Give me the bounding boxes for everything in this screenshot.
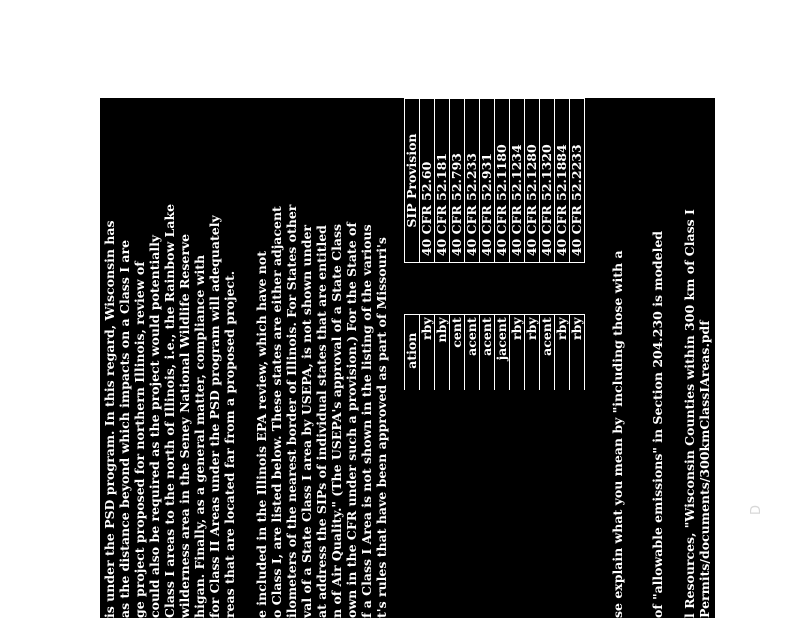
table-row [570, 99, 585, 391]
paragraph-2-line: at address the SIPs of individual states that are entitled [314, 225, 329, 618]
table-cell-location: rby [555, 315, 570, 390]
table-cell-location: acent [480, 315, 495, 390]
paragraph-1-line: for Class II Areas under the PSD program will adequately [207, 215, 222, 618]
table-cell-sip: 40 CFR 52.1280 [525, 99, 540, 263]
footnote-line: l Resources, "Wisconsin Counties within 300 km of Class I [682, 209, 697, 618]
table-cell-sip: 40 CFR 52.181 [435, 99, 450, 263]
table-cell-location: cent [450, 315, 465, 390]
question-line: se explain what you mean by "including those with a [610, 250, 625, 618]
table-cell-sip: 40 CFR 52.931 [480, 99, 495, 263]
sip-provision-table [404, 98, 585, 390]
table-header-row [405, 99, 420, 391]
table-cell-location: acent [540, 315, 555, 390]
table-cell-spacer [510, 263, 525, 315]
paragraph-2-line: val of a State Class I area by USEPA, is not shown under [299, 225, 314, 618]
paragraph-1-line: as the distance beyond which impacts on a Class I are [117, 239, 132, 618]
allowable-emissions-line: of "allowable emissions" in Section 204.230 is modeled [650, 230, 665, 618]
table-row [555, 99, 570, 391]
paragraph-1-line: ge project proposed for northern Illinois, review of [132, 261, 147, 618]
paragraph-2-line: o Class I, are listed below. These states are either adjacent [269, 206, 284, 618]
table-cell-sip: 40 CFR 52.2233 [570, 99, 585, 263]
table-cell-spacer [555, 263, 570, 315]
table-cell-sip: 40 CFR 52.1234 [510, 99, 525, 263]
table-cell-sip: 40 CFR 52.793 [450, 99, 465, 263]
table-cell-location: rby [420, 315, 435, 390]
paragraph-1-line: higan. Finally, as a general matter, compliance with [192, 254, 207, 618]
table-header-sip-provision: SIP Provision [405, 99, 420, 263]
table-cell-spacer [525, 263, 540, 315]
document-content [100, 98, 715, 618]
table-cell-sip: 40 CFR 52.1180 [495, 99, 510, 263]
table-cell-spacer [435, 263, 450, 315]
table-cell-location: nby [435, 315, 450, 390]
table-row [465, 99, 480, 391]
table-row [450, 99, 465, 391]
table-cell-sip: 40 CFR 52.233 [465, 99, 480, 263]
table-row [495, 99, 510, 391]
rotated-document-page [100, 98, 715, 618]
paragraph-2-line: own in the CFR under such a provision.) For the State of [344, 222, 359, 618]
paragraph-1-line: reas that are located far from a proposed project. [222, 270, 237, 618]
table-cell-sip: 40 CFR 52.1320 [540, 99, 555, 263]
footnote-line: Permits/documents/300kmClassIAreas.pdf [697, 320, 712, 618]
table-cell-sip: 40 CFR 52.1884 [555, 99, 570, 263]
table-cell-location: jacent [495, 315, 510, 390]
table-cell-spacer [570, 263, 585, 315]
table-row [480, 99, 495, 391]
table-cell-spacer [480, 263, 495, 315]
paragraph-1-line: could also be required as the project would potentially [147, 234, 162, 618]
table-cell-location: rby [570, 315, 585, 390]
table-cell-location: rby [525, 315, 540, 390]
table-cell-spacer [420, 263, 435, 315]
paragraph-2-line: e included in the Illinois EPA review, which have not [254, 250, 269, 618]
table-cell-spacer [465, 263, 480, 315]
table-header-location: ation [405, 315, 420, 390]
table-header-spacer [405, 263, 420, 315]
table-row [525, 99, 540, 391]
table-row [510, 99, 525, 391]
table-cell-sip: 40 CFR 52.60 [420, 99, 435, 263]
paragraph-2-line: ilometers of the nearest border of Illinois. For States other [284, 204, 299, 618]
table-cell-spacer [540, 263, 555, 315]
paragraph-1-line: is under the PSD program. In this regard, Wisconsin has [102, 220, 117, 618]
page-edge-mark: D [749, 504, 764, 515]
paragraph-1-line: Class I areas to the north of Illinois, i.e., the Rainbow Lake [162, 203, 177, 618]
table-row [540, 99, 555, 391]
table-row [420, 99, 435, 391]
table-cell-spacer [450, 263, 465, 315]
paragraph-2-line: t's rules that have been approved as part of Missouri's [374, 237, 389, 618]
paragraph-1-line: wilderness area in the Seney National Wildlife Reserve [177, 233, 192, 618]
paragraph-2-line: n of Air Quality." (The USEPA's approval of a State Class [329, 223, 344, 618]
table-row [435, 99, 450, 391]
table-cell-location: rby [510, 315, 525, 390]
paragraph-2-line: f a Class I Area is not shown in the listing of the various [359, 224, 374, 618]
table-cell-location: acent [465, 315, 480, 390]
table-cell-spacer [495, 263, 510, 315]
